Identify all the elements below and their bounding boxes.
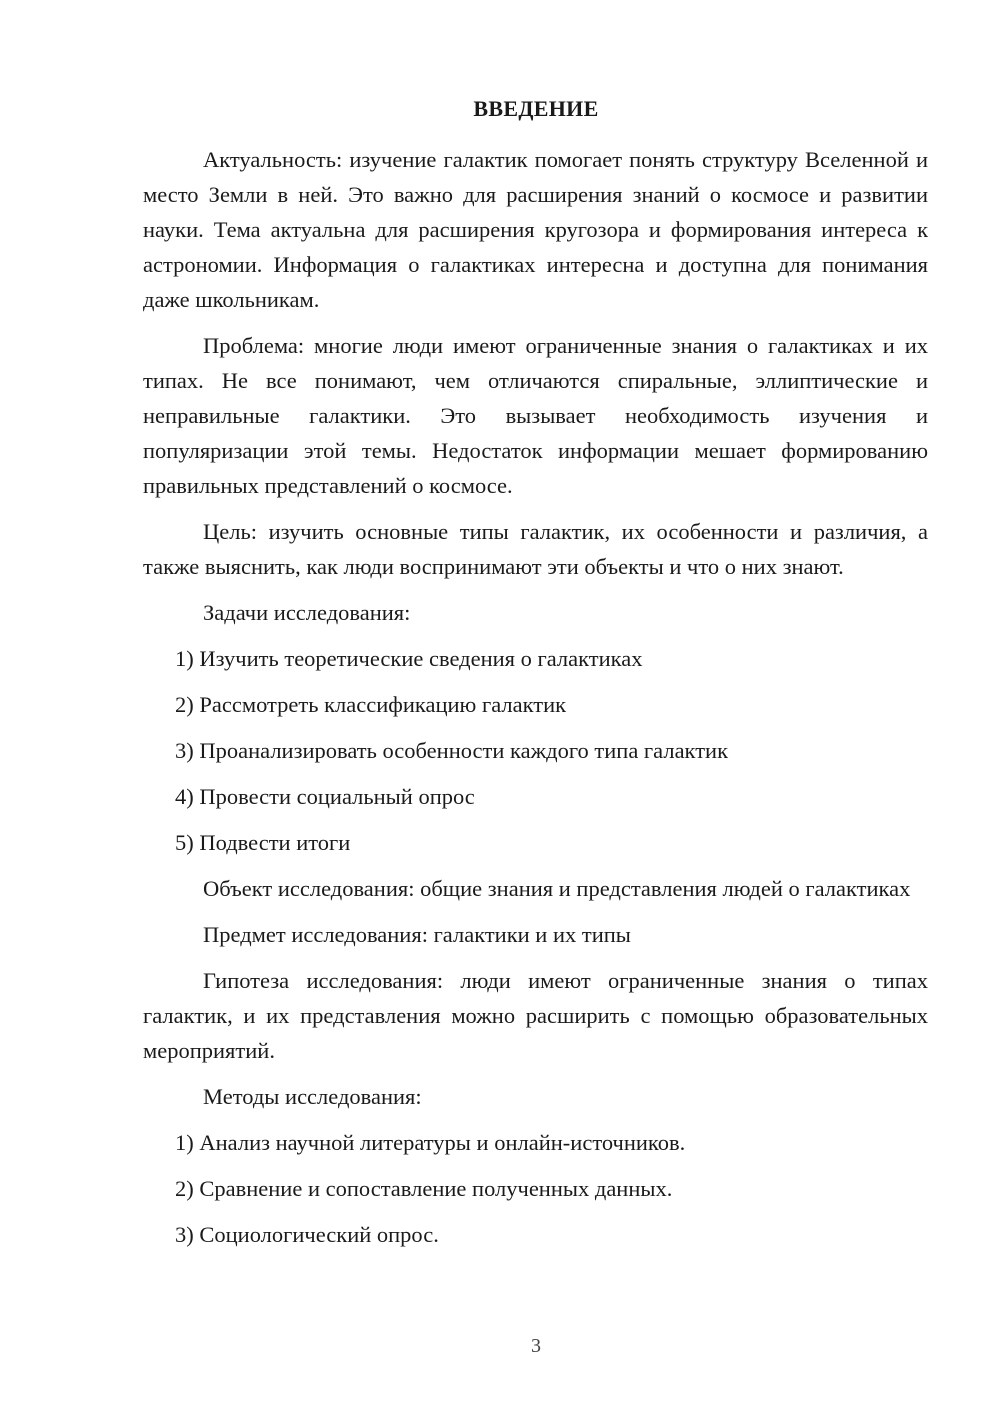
task-item: 3) Проанализировать особенности каждого типа галактик	[175, 738, 728, 763]
paragraph-relevance: Актуальность: изучение галактик помогает понять структуру Вселенной и место Земли в ней. Это важно для расширения знаний о космосе и развитии науки. Тема актуальна для расширения кругозора и формирования интереса к астрономии. Информация о галактиках интересна и доступна для понимания даже школьникам.	[143, 147, 928, 312]
paragraph-object: Объект исследования: общие знания и представления людей о галактиках	[203, 876, 911, 901]
page-title: ВВЕДЕНИЕ	[473, 96, 599, 121]
paragraph-goal: Цель: изучить основные типы галактик, их особенности и различия, а также выяснить, как люди воспринимают эти объекты и что о них знают.	[143, 519, 928, 579]
task-item: 5) Подвести итоги	[175, 830, 351, 855]
method-item: 1) Анализ научной литературы и онлайн-источников.	[175, 1130, 686, 1155]
method-item: 2) Сравнение и сопоставление полученных данных.	[175, 1176, 673, 1201]
page-number: 3	[531, 1335, 541, 1357]
tasks-heading: Задачи исследования:	[203, 600, 411, 625]
method-item: 3) Социологический опрос.	[175, 1222, 439, 1247]
methods-heading: Методы исследования:	[203, 1084, 422, 1109]
document-body	[143, 142, 928, 1263]
paragraph-subject: Предмет исследования: галактики и их типы	[203, 922, 631, 947]
task-item: 1) Изучить теоретические сведения о галактиках	[175, 646, 643, 671]
paragraph-problem: Проблема: многие люди имеют ограниченные знания о галактиках и их типах. Не все понимают, чем отличаются спиральные, эллиптические и неправильные галактики. Это вызывает необходимость изучения и популяризации этой темы. Недостаток информации мешает формированию правильных представлений о космосе.	[143, 333, 928, 498]
task-item: 2) Рассмотреть классификацию галактик	[175, 692, 567, 717]
paragraph-hypothesis: Гипотеза исследования: люди имеют ограниченные знания о типах галактик, и их представления можно расширить с помощью образовательных мероприятий.	[143, 968, 928, 1063]
task-item: 4) Провести социальный опрос	[175, 784, 475, 809]
